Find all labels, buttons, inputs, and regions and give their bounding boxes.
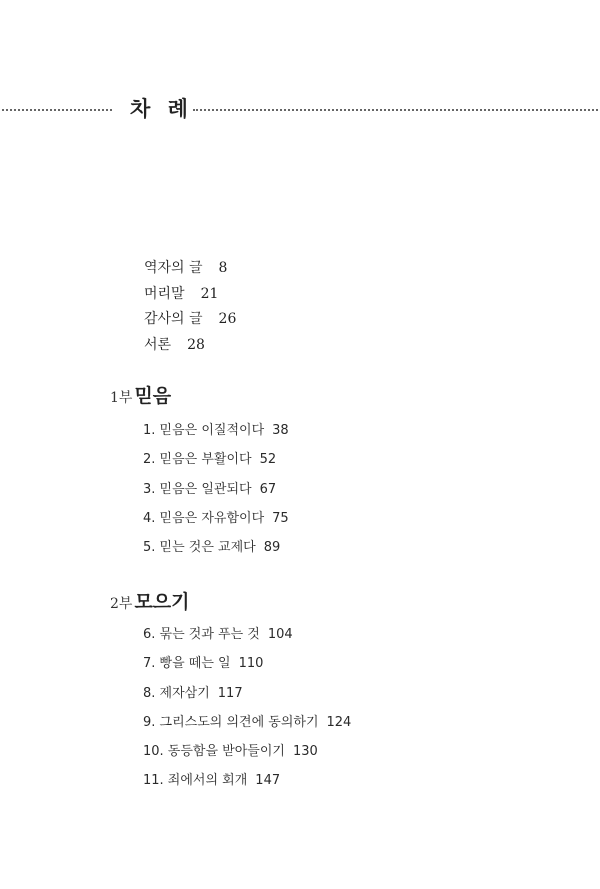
entry-page-number: 28	[187, 336, 205, 353]
toc-entry	[143, 712, 351, 741]
entry-label: 역자의 글	[144, 260, 203, 276]
toc-entry	[144, 257, 236, 283]
toc-entry	[144, 334, 236, 360]
entry-label: 5. 믿는 것은 교제다	[143, 540, 256, 556]
entry-label: 3. 믿음은 일관되다	[143, 481, 252, 497]
entry-page-number: 147	[255, 773, 281, 789]
entry-page-number: 38	[272, 423, 289, 438]
entry-label: 6. 묶는 것과 푸는 것	[143, 627, 260, 642]
entry-page-number: 75	[272, 510, 289, 526]
dotted-rule-right	[193, 109, 598, 111]
front-matter-list	[144, 257, 236, 359]
entry-page-number: 89	[263, 540, 281, 556]
page-title: 차 례	[130, 97, 193, 121]
chapter-list	[143, 624, 351, 800]
toc-entry	[143, 479, 289, 508]
entry-page-number: 124	[326, 714, 352, 730]
part-title: 모으기	[134, 591, 190, 613]
entry-page-number: 52	[259, 452, 277, 468]
entry-label: 9. 그리스도의 의견에 동의하기	[143, 714, 319, 730]
toc-entry	[143, 508, 289, 537]
entry-label: 7. 빵을 떼는 일	[143, 656, 231, 672]
toc-entry	[143, 537, 289, 566]
entry-label: 서론	[144, 336, 172, 353]
entry-label: 1. 믿음은 이질적이다	[143, 423, 265, 438]
entry-page-number: 8	[218, 260, 228, 276]
toc-entry	[143, 741, 351, 770]
part-title: 믿음	[134, 385, 172, 407]
part-number: 2부	[110, 596, 133, 612]
entry-page-number: 26	[218, 311, 237, 327]
entry-label: 4. 믿음은 자유함이다	[143, 510, 265, 526]
dotted-rule-left	[2, 109, 112, 111]
entry-page-number: 104	[267, 627, 293, 642]
entry-label: 11. 죄에서의 회개	[143, 773, 248, 789]
toc-entry	[144, 308, 236, 334]
toc-entry	[143, 770, 351, 799]
entry-label: 2. 믿음은 부활이다	[143, 452, 252, 468]
entry-label: 머리말	[144, 285, 185, 302]
part-number: 1부	[110, 390, 133, 406]
part-heading	[110, 587, 190, 614]
entry-page-number: 67	[259, 481, 277, 497]
toc-header	[0, 95, 600, 125]
entry-page-number: 21	[200, 285, 219, 302]
toc-entry	[143, 420, 289, 449]
part-heading	[110, 381, 171, 408]
chapter-list	[143, 420, 289, 566]
entry-page-number: 130	[292, 744, 318, 760]
entry-label: 감사의 글	[144, 311, 203, 327]
entry-page-number: 110	[238, 656, 264, 672]
entry-page-number: 117	[217, 685, 243, 701]
entry-label: 8. 제자삼기	[143, 685, 210, 701]
toc-entry	[143, 449, 289, 478]
toc-entry	[143, 683, 351, 712]
toc-entry	[143, 624, 351, 653]
toc-entry	[143, 653, 351, 682]
entry-label: 10. 동등함을 받아들이기	[143, 744, 285, 760]
toc-entry	[144, 283, 236, 309]
